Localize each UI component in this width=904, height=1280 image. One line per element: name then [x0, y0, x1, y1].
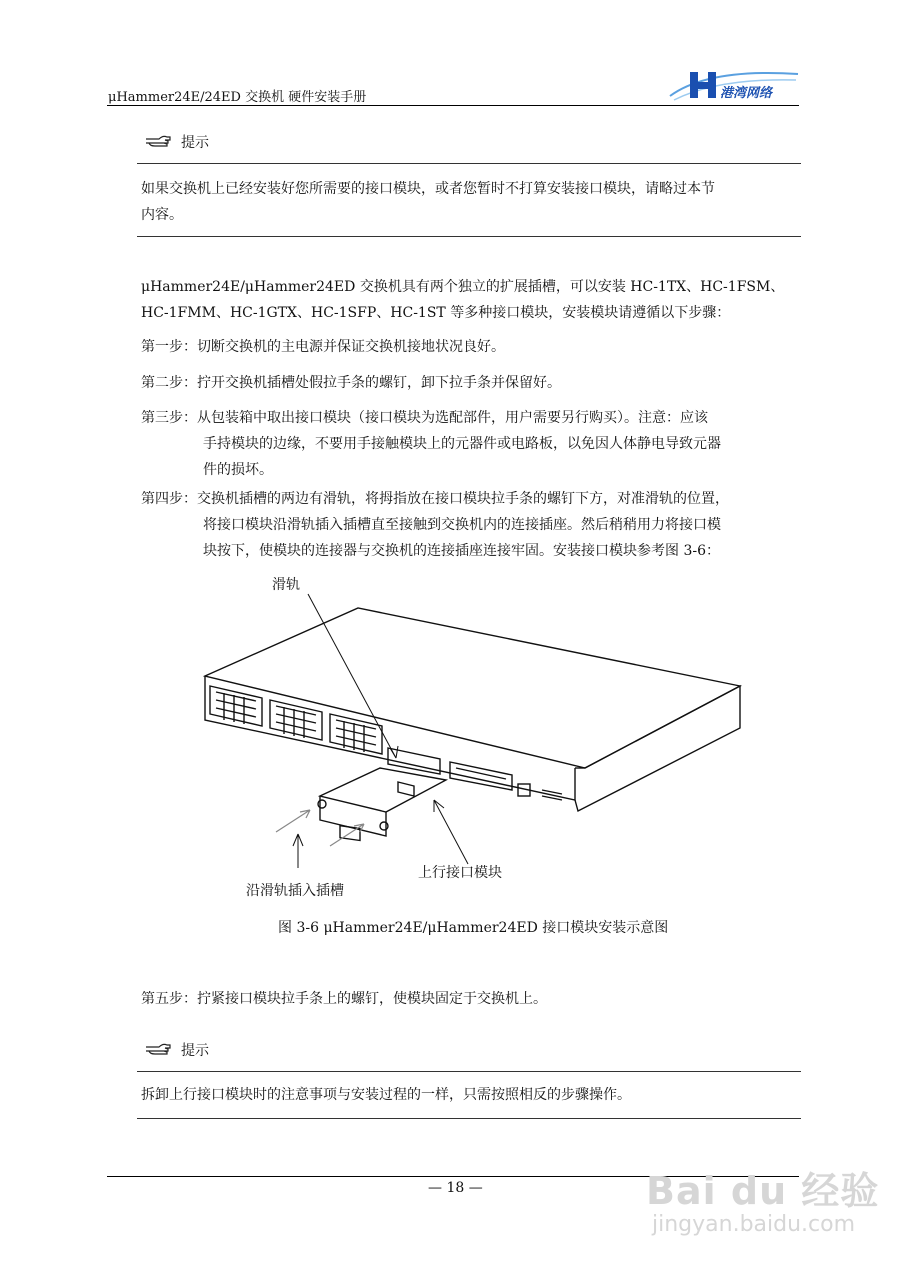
pointing-hand-icon	[145, 1040, 171, 1060]
watermark-brand: Bai du 经验	[646, 1169, 880, 1213]
module-installation-figure	[200, 568, 780, 908]
step-2	[141, 370, 561, 396]
step-label: 第三步：	[141, 410, 197, 426]
label-module: 上行接口模块	[418, 865, 502, 881]
intro-paragraph	[141, 274, 801, 326]
pointing-hand-icon	[145, 132, 171, 152]
step-label: 第二步：	[141, 375, 197, 391]
step-text: 块按下，使模块的连接器与交换机的连接插座连接牢固。安装接口模块参考图 3-6：	[203, 543, 720, 559]
tip-text-1	[141, 176, 801, 228]
step-text: 手持模块的边缘，不要用手接触模块上的元器件或电路板，以免因人体静电导致元器	[203, 436, 721, 452]
tip-text-2: 拆卸上行接口模块时的注意事项与安装过程的一样，只需按照相反的步骤操作。	[141, 1087, 631, 1103]
step-5	[141, 986, 547, 1012]
tip-label: 提示	[181, 135, 209, 151]
tip-bottom-rule	[137, 236, 801, 237]
step-3	[141, 405, 721, 483]
header-title: μHammer24E/24ED 交换机 硬件安装手册	[108, 90, 367, 105]
page-number: — 18 —	[428, 1180, 483, 1196]
step-text: 切断交换机的主电源并保证交换机接地状况良好。	[197, 339, 505, 355]
step-text: 件的损坏。	[203, 462, 273, 478]
watermark-url: jingyan.baidu.com	[652, 1212, 856, 1237]
tip-heading-1	[145, 132, 209, 152]
tip-top-rule	[137, 163, 801, 164]
logo-text: 港湾网络	[720, 86, 773, 101]
step-text: 交换机插槽的两边有滑轨，将拇指放在接口模块拉手条的螺钉下方，对准滑轨的位置，	[197, 491, 729, 507]
label-rail: 滑轨	[272, 577, 300, 593]
tip-text-line: 如果交换机上已经安装好您所需要的接口模块，或者您暂时不打算安装接口模块，请略过本节	[141, 181, 715, 197]
intro-line: HC-1FMM、HC-1GTX、HC-1SFP、HC-1ST 等多种接口模块，安装模块请遵循以下步骤：	[141, 305, 731, 321]
step-4	[141, 486, 729, 564]
step-label: 第一步：	[141, 339, 197, 355]
step-label: 第四步：	[141, 491, 197, 507]
figure-caption: 图 3-6 μHammer24E/μHammer24ED 接口模块安装示意图	[278, 920, 669, 936]
step-1	[141, 334, 505, 360]
label-insert: 沿滑轨插入插槽	[246, 883, 344, 899]
tip-bottom-rule	[137, 1118, 801, 1119]
step-text: 拧紧接口模块拉手条上的螺钉，使模块固定于交换机上。	[197, 991, 547, 1007]
header-rule	[107, 105, 799, 106]
step-text: 将接口模块沿滑轨插入插槽直至接触到交换机内的连接插座。然后稍稍用力将接口模	[203, 517, 721, 533]
step-label: 第五步：	[141, 991, 197, 1007]
tip-top-rule	[137, 1071, 801, 1072]
step-text: 拧开交换机插槽处假拉手条的螺钉，卸下拉手条并保留好。	[197, 375, 561, 391]
tip-heading-2	[145, 1040, 209, 1060]
tip-label: 提示	[181, 1043, 209, 1059]
step-text: 从包装箱中取出接口模块（接口模块为选配部件，用户需要另行购买）。注意：应该	[197, 410, 708, 426]
tip-text-line: 内容。	[141, 207, 183, 223]
intro-line: μHammer24E/μHammer24ED 交换机具有两个独立的扩展插槽，可以安装 HC-1TX、HC-1FSM、	[141, 279, 785, 295]
